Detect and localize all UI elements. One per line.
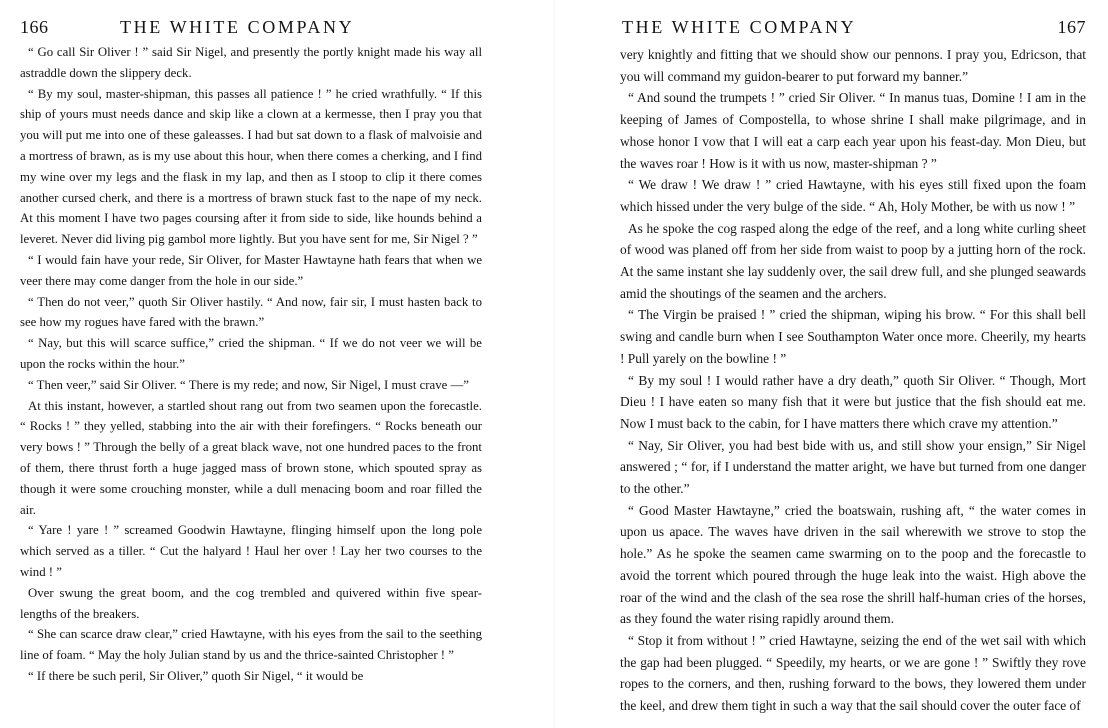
right-running-title: THE WHITE COMPANY [622,17,857,37]
paragraph: “ Go call Sir Oliver ! ” said Sir Nigel, and presently the portly knight made his way all astraddle down the slippery deck. [20,45,482,80]
continued-paragraph: very knightly and fitting that we should show our pennons. I pray you, Edricson, that you will command my guidon-bearer to put forward my banner.” [620,47,1086,84]
paragraph: “ By my soul, master-shipman, this passes all patience ! ” he cried wrathfully. “ If this ship of yours must needs dance and skip like a clown at a kermesse, then I pray you that you will put me into one of these galeasses. I had but sat down to a flask of malvoisie and a mortress of brawn, as is my use about this hour, when there comes a cherking, and I find my wine over my legs and the flask in my lap, and then as I stoop to clip it there comes another cursed cherk, and there is a mortress of brawn stuck fast to the nape of my neck. At this moment I have two pages coursing after it from side to side, like hounds behind a leveret. Never did living pig gambol more lightly. But you have sent for me, Sir Nigel ? ” [20,86,482,247]
right-page-number: 167 [1057,17,1086,37]
paragraph: “ We draw ! We draw ! ” cried Hawtayne, with his eyes still fixed upon the foam which hissed under the very bulge of the side. “ Ah, Holy Mother, be with us now ! ” [620,177,1086,214]
paragraph: “ And sound the trumpets ! ” cried Sir Oliver. “ In manus tuas, Domine ! I am in the keeping of James of Compostella, to whose shrine I shall make pilgrimage, and in whose honor I vow that I will eat a carp each year upon his feast-day. Mon Dieu, but the waves roar ! How is it with us now, master-shipman ? ” [620,90,1086,171]
right-page [554,0,1108,728]
paragraph: “ Nay, but this will scarce suffice,” cried the shipman. “ If we do not veer we will be upon the rocks within the hour.” [20,336,482,371]
paragraph: “ Stop it from without ! ” cried Hawtayne, seizing the end of the wet sail with which the gap had been plugged. “ Speedily, my hearts, or we are gone ! ” Swiftly they rove ropes to the corners, and then, rushing forward to the bows, they lowered them under the keel, and drew them tight in such a way that the sail should cover the outer face of [620,632,1086,714]
right-page-text [620,44,1086,717]
left-page-number: 166 [20,17,49,37]
paragraph: Over swung the great boom, and the cog trembled and quivered within five spear-lengths of the breakers. [20,585,482,621]
right-page-header [620,14,1086,40]
paragraph: “ If there be such peril, Sir Oliver,” quoth Sir Nigel, “ it would be [28,668,364,683]
paragraph: “ By my soul ! I would rather have a dry death,” quoth Sir Oliver. “ Though, Mort Dieu ! I have eaten so many fish that it were but justice that the fish should eat me. Now I must back to the cabin, for I have matters there which crave my attention.” [620,372,1086,431]
paragraph: “ I would fain have your rede, Sir Oliver, for Master Hawtayne hath fears that when we veer there may come danger from the hole in our side.” [20,252,482,288]
paragraph: As he spoke the cog rasped along the edge of the reef, and a long white curling sheet of wood was planed off from her side from waist to poop by a jutting horn of the rock. At the same instant she lay suddenly over, the sail drew full, and she plunged seawards amid the shoutings of the seamen and the archers. [620,220,1086,301]
left-page-text [20,42,482,687]
left-page-header [20,14,482,40]
paragraph: “ She can scarce draw clear,” cried Hawtayne, with his eyes from the sail to the seething line of foam. “ May the holy Julian stand by us and the thrice-sainted Christopher ! ” [20,627,482,663]
paragraph: “ Good Master Hawtayne,” cried the boatswain, rushing aft, “ the water comes in upon us apace. The waves have driven in the sail wherewith we strove to stop the hole.” As he spoke the seamen came swarming on to the poop and the forecastle to avoid the torrent which poured through the huge leak into the waist. High above the roar of the wind and the clash of the sea rose the shrill half-human cries of the horses, as they found the water rising rapidly around them. [620,502,1086,627]
paragraph: “ Nay, Sir Oliver, you had best bide with us, and still show your ensign,” Sir Nigel answered ; “ for, if I understand the matter aright, we have but turned from one danger to the other.” [620,437,1086,497]
paragraph: At this instant, however, a startled shout rang out from two seamen upon the forecastle. “ Rocks ! ” they yelled, stabbing into the air with their forefingers. “ Rocks beneath our very bows ! ” Through the belly of a great black wave, not one hundred paces to the front of them, there thrust forth a huge jagged mass of brown stone, which spouted spray as though it were some crouching monster, while a dull menacing boom and roar filled the air. [20,398,482,517]
left-running-title: THE WHITE COMPANY [120,17,355,37]
paragraph: “ Yare ! yare ! ” screamed Goodwin Hawtayne, flinging himself upon the long pole which served as a tiller. “ Cut the halyard ! Haul her over ! Lay her two courses to the wind ! ” [20,523,482,579]
paragraph: “ The Virgin be praised ! ” cried the shipman, wiping his brow. “ For this shall bell swing and candle burn when I see Southampton Water once more. Cheerily, my hearts ! Pull yarely on the bowline ! ” [620,307,1086,366]
paragraph: “ Then do not veer,” quoth Sir Oliver hastily. “ And now, fair sir, I must hasten back to see how my rogues have fared with the brawn.” [20,294,482,330]
paragraph: “ Then veer,” said Sir Oliver. “ There is my rede; and now, Sir Nigel, I must crave —” [28,377,469,392]
